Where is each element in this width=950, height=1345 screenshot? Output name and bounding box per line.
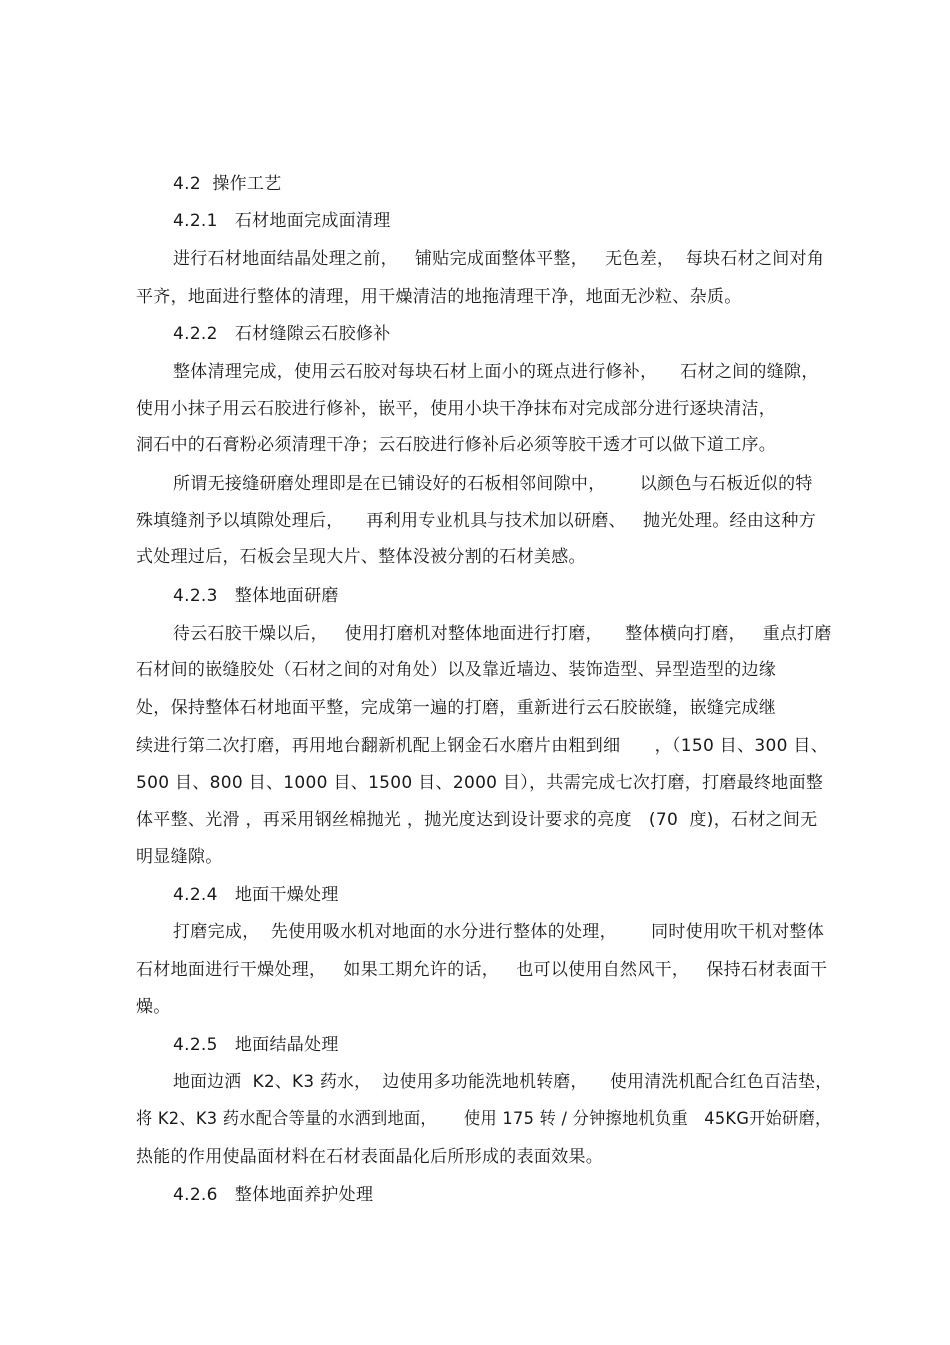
paragraph-line: 处，保持整体石材地面平整，完成第一遍的打磨，重新进行云石胶嵌缝，嵌缝完成继: [136, 698, 777, 718]
paragraph-line: 洞石中的石膏粉必须清理干净；云石胶进行修补后必须等胶干透才可以做下道工序。: [136, 435, 777, 455]
paragraph-line: 石材地面进行干燥处理， 如果工期允许的话， 也可以使用自然风干， 保持石材表面干: [136, 960, 828, 980]
paragraph-line: 式处理过后，石板会呈现大片、整体没被分割的石材美感。: [136, 547, 586, 567]
subsection-heading-4-2-1: 4.2.1 石材地面完成面清理: [173, 211, 391, 231]
paragraph-line: 热能的作用使晶面材料在石材表面晶化后所形成的表面效果。: [136, 1147, 604, 1167]
paragraph-line: 所谓无接缝研磨处理即是在已铺设好的石板相邻间隙中， 以颜色与石板近似的特: [173, 474, 813, 494]
paragraph-line: 明显缝隙。: [136, 847, 223, 867]
subsection-heading-4-2-4: 4.2.4 地面干燥处理: [173, 885, 339, 905]
subsection-heading-4-2-6: 4.2.6 整体地面养护处理: [173, 1185, 374, 1205]
paragraph-line: 整体清理完成，使用云石胶对每块石材上面小的斑点进行修补， 石材之间的缝隙，: [173, 362, 819, 382]
subsection-heading-4-2-5: 4.2.5 地面结晶处理: [173, 1035, 339, 1055]
paragraph-line: 石材间的嵌缝胶处（石材之间的对角处）以及靠近墙边、装饰造型、异型造型的边缘: [136, 660, 777, 680]
subsection-heading-4-2-3: 4.2.3 整体地面研磨: [173, 586, 339, 606]
paragraph-line: 续进行第二次打磨，再用地台翻新机配上钢金石水磨片由粗到细 ，（150 目、300 目、: [136, 736, 829, 756]
paragraph-line: 体平整、光滑 ，再采用钢丝棉抛光 ，抛光度达到设计要求的亮度 (70 度)，石材之间无: [136, 810, 818, 830]
paragraph-line: 平齐，地面进行整体的清理，用干燥清洁的地拖清理干净，地面无沙粒、杂质。: [136, 287, 742, 307]
subsection-heading-4-2-2: 4.2.2 石材缝隙云石胶修补: [173, 324, 391, 344]
paragraph-line: 地面边洒 K2、K3 药水， 边使用多功能洗地机转磨， 使用清洗机配合红色百洁垫，: [173, 1072, 833, 1092]
paragraph-line: 500 目、800 目、1000 目、1500 目、2000 目），共需完成七次打磨，打磨最终地面整: [136, 773, 824, 793]
paragraph-line: 打磨完成， 先使用吸水机对地面的水分进行整体的处理， 同时使用吹干机对整体: [173, 922, 825, 942]
paragraph-line: 殊填缝剂予以填隙处理后， 再利用专业机具与技术加以研磨、 抛光处理。经由这种方: [136, 511, 817, 531]
paragraph-line: 使用小抹子用云石胶进行修补，嵌平，使用小块干净抹布对完成部分进行逐块清洁，: [136, 399, 777, 419]
paragraph-line: 将 K2、K3 药水配合等量的水洒到地面， 使用 175 转 / 分钟擦地机负重 45KG开始研磨，: [136, 1109, 832, 1129]
section-heading-4-2: 4.2 操作工艺: [173, 174, 282, 194]
paragraph-line: 进行石材地面结晶处理之前， 铺贴完成面整体平整， 无色差， 每块石材之间对角: [173, 249, 825, 269]
paragraph-line: 待云石胶干燥以后， 使用打磨机对整体地面进行打磨， 整体横向打磨， 重点打磨: [173, 624, 832, 644]
paragraph-line: 燥。: [136, 997, 171, 1017]
